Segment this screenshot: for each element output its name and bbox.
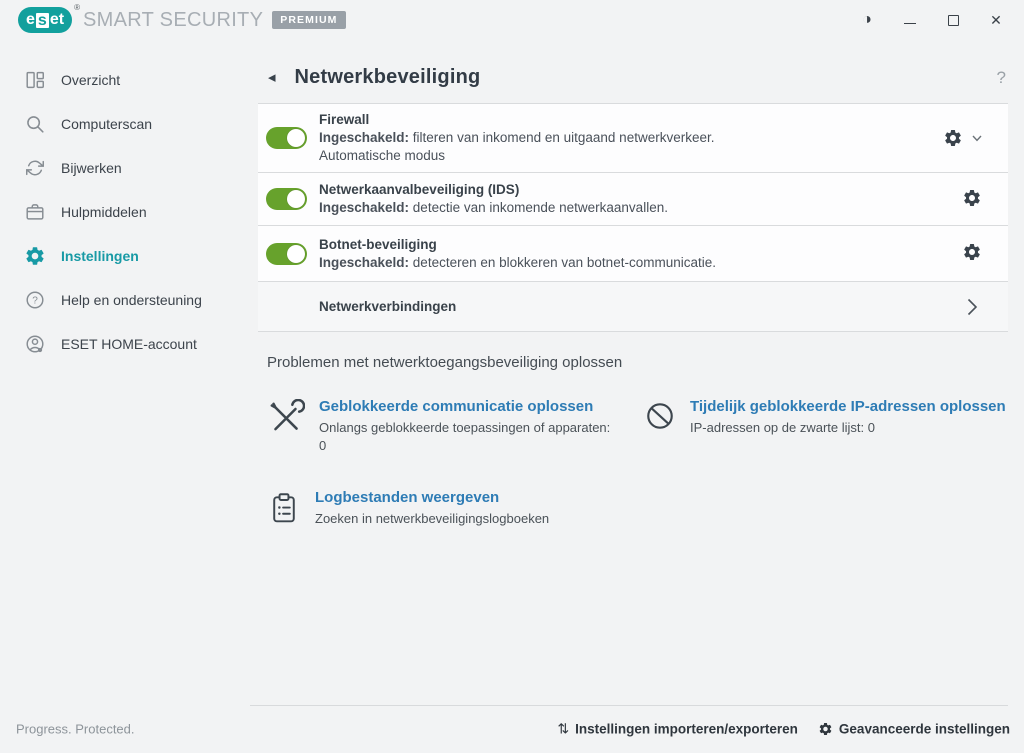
- chevron-right-icon: [967, 298, 978, 316]
- crossed-tools-icon: [267, 399, 305, 437]
- link-title[interactable]: Geblokkeerde communicatie oplossen: [319, 398, 594, 415]
- gear-icon: [24, 245, 46, 267]
- module-mode: Automatische modus: [319, 147, 446, 163]
- toggle-knob: [287, 129, 305, 147]
- gear-icon: [943, 128, 963, 148]
- module-status: Ingeschakeld: filteren van inkomend en uitgaand netwerkverkeer.: [319, 130, 715, 146]
- help-circle-icon: [24, 289, 46, 311]
- firewall-toggle[interactable]: [266, 127, 307, 149]
- link-description: Zoeken in netwerkbeveiligingslogboeken: [315, 511, 550, 527]
- back-button[interactable]: ◂: [264, 70, 280, 85]
- svg-text:?: ?: [32, 295, 38, 307]
- import-export-icon: ⇅: [557, 720, 570, 737]
- main-content: [250, 40, 1024, 705]
- ids-row: [258, 172, 1008, 225]
- module-status: Ingeschakeld: detectie van inkomende netwerkaanvallen.: [319, 200, 668, 215]
- sidebar: [0, 40, 250, 705]
- product-name: SMART SECURITY: [83, 8, 264, 31]
- module-status: Ingeschakeld: detecteren en blokkeren van botnet-communicatie.: [319, 254, 716, 270]
- search-icon: [24, 113, 46, 135]
- botnet-gear-button[interactable]: [962, 242, 982, 265]
- network-connections-label: Netwerkverbindingen: [319, 299, 457, 314]
- gear-icon: [962, 242, 982, 262]
- sidebar-item-label: Computerscan: [61, 116, 153, 132]
- troubleshoot-heading: Problemen met netwerktoegangsbeveiliging oplossen: [267, 354, 623, 371]
- ids-toggle[interactable]: [266, 188, 307, 210]
- sidebar-item-label: Overzicht: [61, 72, 121, 88]
- sidebar-item-label: Hulpmiddelen: [61, 204, 147, 220]
- botnet-row: [258, 225, 1008, 281]
- window-controls: [859, 12, 1024, 28]
- module-title: Netwerkaanvalbeveiliging (IDS): [319, 182, 520, 198]
- page-header: [264, 66, 1006, 89]
- sidebar-item-label: ESET HOME-account: [61, 336, 197, 352]
- gear-icon: [962, 188, 982, 208]
- botnet-toggle[interactable]: [266, 243, 307, 265]
- module-title: Botnet-beveiliging: [319, 236, 437, 252]
- registered-mark: ®: [74, 3, 81, 12]
- gear-icon: [818, 722, 833, 737]
- help-icon[interactable]: ?: [996, 67, 1006, 87]
- firewall-gear-button[interactable]: [943, 128, 982, 148]
- sidebar-item-eset-home[interactable]: [0, 322, 250, 366]
- link-description: IP-adressen op de zwarte lijst: 0: [690, 420, 875, 435]
- module-list: [258, 103, 1008, 332]
- link-description: Onlangs geblokkeerde toepassingen of apparaten: 0: [319, 420, 611, 454]
- firewall-row: [258, 103, 1008, 172]
- sidebar-item-instellingen[interactable]: [0, 234, 250, 278]
- page-title: Netwerkbeveiliging: [294, 66, 481, 88]
- sidebar-item-label: Bijwerken: [61, 160, 122, 176]
- title-bar: [0, 0, 1024, 40]
- footer-divider: [250, 705, 1008, 706]
- sidebar-item-bijwerken[interactable]: [0, 146, 250, 190]
- module-title: Firewall: [319, 112, 370, 128]
- account-icon: [24, 333, 46, 355]
- advanced-settings-button[interactable]: Geavanceerde instellingen: [818, 721, 1010, 738]
- import-export-button[interactable]: ⇅ Instellingen importeren/exporteren: [557, 720, 798, 737]
- maximize-button[interactable]: [945, 12, 961, 28]
- blocked-circle-icon: [644, 399, 676, 433]
- link-title[interactable]: Tijdelijk geblokkeerde IP-adressen oplossen: [690, 398, 1006, 415]
- sidebar-item-label: Instellingen: [61, 248, 139, 264]
- theme-toggle-icon[interactable]: ◑: [859, 12, 875, 28]
- sidebar-item-computerscan[interactable]: [0, 102, 250, 146]
- link-title[interactable]: Logbestanden weergeven: [315, 489, 500, 507]
- refresh-icon: [24, 157, 46, 179]
- toolbox-icon: [24, 201, 46, 223]
- toggle-knob: [287, 245, 305, 263]
- blocked-ips-link[interactable]: [644, 398, 1008, 455]
- toggle-knob: [287, 190, 305, 208]
- footer: [0, 705, 1024, 753]
- chevron-down-icon: [972, 135, 982, 142]
- close-button[interactable]: ✕: [988, 12, 1004, 28]
- premium-badge: PREMIUM: [272, 11, 345, 29]
- troubleshoot-links: [267, 398, 1008, 529]
- sidebar-item-hulpmiddelen[interactable]: [0, 190, 250, 234]
- tagline: Progress. Protected.: [16, 721, 135, 737]
- sidebar-item-label: Help en ondersteuning: [61, 292, 202, 308]
- minimize-button[interactable]: [902, 12, 918, 28]
- eset-brand: [0, 3, 346, 33]
- eset-logo: e s e t: [18, 7, 72, 33]
- log-files-link[interactable]: [267, 489, 644, 528]
- overview-icon: [24, 69, 46, 91]
- ids-gear-button[interactable]: [962, 188, 982, 211]
- network-connections-row[interactable]: [258, 281, 1008, 331]
- clipboard-log-icon: [267, 490, 301, 526]
- sidebar-item-overzicht[interactable]: [0, 58, 250, 102]
- blocked-communication-link[interactable]: [267, 398, 644, 455]
- sidebar-item-help[interactable]: [0, 278, 250, 322]
